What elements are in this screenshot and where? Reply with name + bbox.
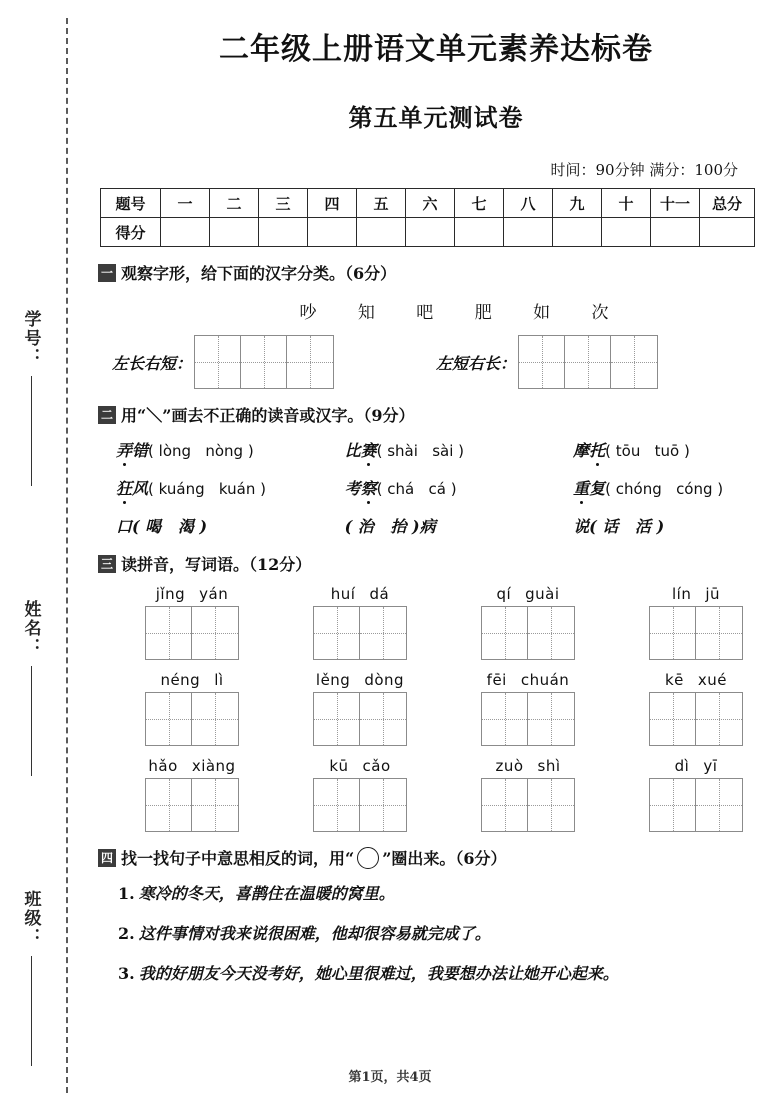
tianzige-cell[interactable]	[696, 693, 742, 745]
choice-suffix-char: 病	[419, 517, 436, 536]
tianzige-cell[interactable]	[528, 693, 574, 745]
choice-option-b[interactable]: tuō	[654, 442, 680, 460]
choice-item-bisai[interactable]: 比赛( shài sài )	[345, 438, 574, 461]
score-input-total[interactable]	[700, 218, 755, 247]
choice-option-b[interactable]: cá	[428, 480, 446, 498]
pinyin-label	[496, 585, 559, 603]
tianzige-cell[interactable]	[650, 779, 696, 831]
pinyin-word-linju	[612, 585, 780, 660]
section-four-title-part1: 找一找句子中意思相反的词，用“	[121, 849, 355, 868]
tianzige-grid-word[interactable]	[313, 606, 407, 660]
pinyin-syllable-1: jǐng	[155, 585, 186, 603]
score-input-9[interactable]	[553, 218, 602, 247]
choice-word-tail: 托	[589, 438, 605, 461]
list-item[interactable]	[118, 881, 780, 904]
choice-option-b[interactable]: 抬	[390, 517, 407, 536]
choice-option-a[interactable]: chá	[387, 480, 415, 498]
choice-option-a[interactable]: kuáng	[158, 480, 205, 498]
pinyin-syllable-2: chuán	[520, 671, 570, 689]
pinyin-syllable-1: dì	[674, 757, 690, 775]
pinyin-word-kexue	[612, 671, 780, 746]
choice-option-a[interactable]: shài	[387, 442, 418, 460]
pinyin-syllable-2: yán	[199, 585, 229, 603]
section-four	[98, 846, 780, 984]
choice-option-a[interactable]: 话	[602, 517, 619, 536]
pinyin-label	[675, 757, 718, 775]
section-one-character-bank	[98, 298, 780, 323]
section-four-title-part2: ”圈出来。（6分）	[382, 849, 507, 868]
tianzige-grid-word[interactable]	[145, 606, 239, 660]
score-input-2[interactable]	[210, 218, 259, 247]
pinyin-label	[160, 671, 223, 689]
tianzige-grid-word[interactable]	[313, 778, 407, 832]
pinyin-row-1	[108, 585, 780, 660]
pinyin-word-feichuan	[444, 671, 612, 746]
choice-option-a[interactable]: 喝	[145, 517, 162, 536]
table-row-scores	[101, 218, 755, 247]
section-one-header	[98, 261, 780, 284]
exam-meta-info: 时间：90分钟 满分：100分	[550, 161, 738, 179]
section-number-badge-4: 四	[98, 849, 116, 867]
choice-word-tail: 察	[361, 476, 377, 499]
choice-prefix-char: 口	[116, 517, 133, 536]
choice-item-kaocha[interactable]: 考察( chá cá )	[345, 476, 574, 499]
score-table-qnum-10: 十	[602, 189, 651, 218]
tianzige-cell[interactable]	[650, 607, 696, 659]
pinyin-word-nengli	[108, 671, 276, 746]
margin-field-class	[0, 890, 62, 1066]
tianzige-cell[interactable]	[482, 607, 528, 659]
tianzige-grid-word[interactable]	[649, 778, 743, 832]
pinyin-syllable-2: dòng	[364, 671, 405, 689]
tianzige-grid-word[interactable]	[481, 778, 575, 832]
choice-item-kuangfeng[interactable]: 狂风( kuáng kuán )	[116, 476, 345, 499]
tianzige-cell[interactable]	[360, 693, 406, 745]
margin-field-class-writeline	[31, 956, 32, 1066]
pinyin-word-kucao	[276, 757, 444, 832]
tianzige-cell[interactable]	[287, 336, 333, 388]
score-table-qnum-6: 六	[406, 189, 455, 218]
pinyin-syllable-2: xué	[697, 671, 728, 689]
pinyin-label	[148, 757, 235, 775]
sentence-number: 3.	[118, 964, 135, 983]
choice-row-3	[116, 514, 780, 537]
section-two	[98, 403, 780, 537]
tianzige-cell[interactable]	[611, 336, 657, 388]
section-two-title: 用“＼”画去不正确的读音或汉字。（9分）	[121, 406, 415, 425]
score-input-4[interactable]	[308, 218, 357, 247]
tianzige-cell[interactable]	[528, 607, 574, 659]
pinyin-syllable-2: shì	[537, 757, 561, 775]
tianzige-cell[interactable]	[314, 693, 360, 745]
sentence-text: 寒冷的冬天，喜鹊住在温暖的窝里。	[138, 884, 395, 903]
choice-option-a[interactable]: 治	[357, 517, 374, 536]
table-row-question-numbers	[101, 189, 755, 218]
classify-group-left-short-right-long	[436, 335, 658, 389]
tianzige-cell[interactable]	[195, 336, 241, 388]
margin-field-class-label: 班级：	[20, 890, 41, 947]
score-table-qnum-2: 二	[210, 189, 259, 218]
pinyin-syllable-2: dá	[369, 585, 390, 603]
section-number-badge-1: 一	[98, 264, 116, 282]
section-three-header	[98, 552, 780, 575]
choice-word-head: 狂	[116, 476, 132, 499]
choice-word-head: 重	[573, 476, 589, 499]
margin-field-student-name	[0, 600, 62, 776]
tianzige-grid-word[interactable]	[481, 606, 575, 660]
choice-option-b[interactable]: sài	[432, 442, 454, 460]
pinyin-word-jingyan	[108, 585, 276, 660]
choice-item-nongcuo[interactable]: 弄错( lòng nòng )	[116, 438, 345, 461]
tianzige-cell[interactable]	[360, 607, 406, 659]
pinyin-label	[672, 585, 720, 603]
tianzige-cell[interactable]	[565, 336, 611, 388]
choice-row-1	[116, 438, 780, 461]
margin-field-student-name-label: 姓名：	[20, 600, 41, 657]
tianzige-cell[interactable]	[650, 693, 696, 745]
score-table-qnum-3: 三	[259, 189, 308, 218]
choice-word-head: 比	[344, 441, 361, 460]
section-three-title: 读拼音，写词语。（12分）	[121, 555, 312, 574]
pinyin-syllable-1: hǎo	[148, 757, 178, 775]
tianzige-cell[interactable]	[192, 607, 238, 659]
pinyin-syllable-2: cǎo	[362, 757, 391, 775]
choice-word-tail: 错	[132, 441, 149, 460]
tianzige-cell[interactable]	[146, 607, 192, 659]
tianzige-grid-word[interactable]	[481, 692, 575, 746]
section-four-sentences	[98, 881, 780, 984]
char-bank-item-2: 知	[357, 303, 375, 323]
choice-word-head: 摩	[573, 441, 590, 460]
sentence-text: 我的好朋友今天没考好，她心里很难过，我要想办法让她开心起来。	[138, 964, 619, 983]
pinyin-word-haoxiang	[108, 757, 276, 832]
tianzige-cell[interactable]	[314, 607, 360, 659]
pinyin-syllable-2: lì	[214, 671, 224, 689]
tianzige-cell[interactable]	[314, 779, 360, 831]
choice-prefix-char: 说	[573, 517, 590, 536]
char-bank-item-1: 吵	[299, 303, 317, 323]
pinyin-syllable-1: qí	[496, 585, 512, 603]
page-footer: 第1页，共4页	[348, 1070, 432, 1085]
score-input-10[interactable]	[602, 218, 651, 247]
tianzige-grid-word[interactable]	[145, 778, 239, 832]
choice-item-chongfu[interactable]: 重复( chóng cóng )	[573, 476, 780, 499]
choice-word-head: 考	[344, 479, 361, 498]
tianzige-grid-word[interactable]	[649, 692, 743, 746]
tianzige-cell[interactable]	[241, 336, 287, 388]
pinyin-syllable-2: jū	[705, 585, 721, 603]
choice-word-tail: 赛	[361, 438, 377, 461]
char-bank-item-4: 肥	[474, 303, 492, 323]
choice-item-motuo[interactable]: 摩托( tōu tuō )	[573, 438, 780, 461]
score-table	[100, 188, 755, 247]
choice-option-a[interactable]: tōu	[615, 442, 641, 460]
score-input-1[interactable]	[161, 218, 210, 247]
tear-off-dashed-line	[66, 18, 68, 1093]
score-table-qnum-4: 四	[308, 189, 357, 218]
pinyin-label	[487, 671, 570, 689]
tianzige-cell[interactable]	[696, 779, 742, 831]
section-three	[98, 552, 780, 832]
pinyin-word-diyi	[612, 757, 780, 832]
pinyin-label	[495, 757, 560, 775]
score-table-qnum-1: 一	[161, 189, 210, 218]
pinyin-word-zuoshi	[444, 757, 612, 832]
score-input-7[interactable]	[455, 218, 504, 247]
tianzige-grid-word[interactable]	[649, 606, 743, 660]
pinyin-label	[665, 671, 727, 689]
score-table-qnum-5: 五	[357, 189, 406, 218]
pinyin-syllable-1: huí	[330, 585, 356, 603]
score-table-wrapper	[100, 188, 742, 247]
exam-sheet	[92, 0, 780, 1103]
pinyin-syllable-1: lín	[671, 585, 692, 603]
section-two-header	[98, 403, 780, 426]
choice-word-tail: 复	[589, 479, 606, 498]
score-table-total-label: 总分	[700, 189, 755, 218]
score-input-11[interactable]	[651, 218, 700, 247]
section-one	[98, 261, 780, 389]
pinyin-label	[329, 757, 390, 775]
pinyin-row-3	[108, 757, 780, 832]
score-table-qnum-9: 九	[553, 189, 602, 218]
pinyin-word-lengdong	[276, 671, 444, 746]
choice-option-a[interactable]: chóng	[615, 480, 662, 498]
pinyin-word-qiguai	[444, 585, 612, 660]
classify-group-left-long-right-short	[112, 335, 334, 389]
margin-field-student-id-writeline	[31, 376, 32, 486]
sentence-number: 2.	[118, 924, 135, 943]
score-table-qnum-7: 七	[455, 189, 504, 218]
page-title: 二年级上册语文单元素养达标卷	[219, 32, 653, 67]
score-input-3[interactable]	[259, 218, 308, 247]
choice-word-head: 弄	[116, 438, 132, 461]
choice-option-b[interactable]: nòng	[205, 442, 244, 460]
choice-word-tail: 风	[132, 479, 149, 498]
tianzige-grid-word[interactable]	[145, 692, 239, 746]
section-number-badge-2: 二	[98, 406, 116, 424]
tianzige-cell[interactable]	[146, 779, 192, 831]
char-bank-item-3: 吧	[416, 303, 434, 323]
choice-option-b[interactable]: kuán	[218, 480, 256, 498]
classify-group-label-1: 左长右短：	[112, 353, 193, 373]
section-two-items	[98, 438, 780, 537]
pinyin-syllable-2: xiàng	[191, 757, 236, 775]
tianzige-cell[interactable]	[528, 779, 574, 831]
classify-group-label-2: 左短右长：	[436, 353, 517, 373]
choice-item-kou-he-ke[interactable]: 口( 喝 渴 )	[116, 517, 208, 536]
page-subtitle: 第五单元测试卷	[348, 103, 524, 132]
section-number-badge-3: 三	[98, 555, 116, 573]
score-input-6[interactable]	[406, 218, 455, 247]
tianzige-grid-group-1[interactable]	[194, 335, 334, 389]
pinyin-syllable-1: zuò	[495, 757, 524, 775]
score-input-5[interactable]	[357, 218, 406, 247]
choice-item-zhi-tai-bing[interactable]: ( 治 抬 )病	[344, 517, 436, 536]
pinyin-syllable-1: kū	[329, 757, 349, 775]
tianzige-cell[interactable]	[519, 336, 565, 388]
choice-option-b[interactable]: cóng	[676, 480, 713, 498]
margin-field-student-id	[0, 310, 62, 486]
score-table-row-label-score: 得分	[101, 218, 161, 247]
pinyin-syllable-1: néng	[160, 671, 201, 689]
score-table-row-label-question: 题号	[101, 189, 161, 218]
pinyin-syllable-1: lěng	[315, 671, 351, 689]
pinyin-syllable-1: fēi	[486, 671, 507, 689]
choice-row-2	[116, 476, 780, 499]
pinyin-word-huida	[276, 585, 444, 660]
section-one-title: 观察字形，给下面的汉字分类。（6分）	[121, 264, 397, 283]
pinyin-syllable-2: yī	[703, 757, 718, 775]
choice-item-shuo-hua-huo[interactable]: 说( 话 活 )	[573, 517, 665, 536]
tianzige-cell[interactable]	[482, 693, 528, 745]
section-four-header	[98, 846, 780, 869]
list-item[interactable]	[118, 961, 780, 984]
tianzige-cell[interactable]	[360, 779, 406, 831]
score-input-8[interactable]	[504, 218, 553, 247]
score-table-qnum-8: 八	[504, 189, 553, 218]
pinyin-syllable-2: guài	[525, 585, 560, 603]
section-three-word-boxes	[98, 585, 780, 832]
sentence-number: 1.	[118, 884, 135, 903]
list-item[interactable]	[118, 921, 780, 944]
margin-field-student-name-writeline	[31, 666, 32, 776]
tianzige-cell[interactable]	[482, 779, 528, 831]
pinyin-row-2	[108, 671, 780, 746]
pinyin-label	[156, 585, 228, 603]
tianzige-grid-group-2[interactable]	[518, 335, 658, 389]
choice-option-b[interactable]: 活	[635, 517, 652, 536]
left-margin-strip	[0, 0, 92, 1103]
margin-field-student-id-label: 学号：	[20, 310, 41, 367]
section-one-answer-area	[98, 335, 780, 389]
pinyin-label	[316, 671, 404, 689]
pinyin-label	[331, 585, 389, 603]
circle-icon	[357, 847, 379, 869]
pinyin-syllable-1: kē	[664, 671, 684, 689]
choice-option-b[interactable]: 渴	[177, 517, 194, 536]
score-table-qnum-11: 十一	[651, 189, 700, 218]
tianzige-cell[interactable]	[192, 779, 238, 831]
tianzige-cell[interactable]	[696, 607, 742, 659]
tianzige-cell[interactable]	[146, 693, 192, 745]
char-bank-item-5: 如	[533, 303, 551, 323]
sentence-text: 这件事情对我来说很困难，他却很容易就完成了。	[138, 924, 491, 943]
tianzige-grid-word[interactable]	[313, 692, 407, 746]
choice-option-a[interactable]: lòng	[158, 442, 192, 460]
tianzige-cell[interactable]	[192, 693, 238, 745]
char-bank-item-6: 次	[591, 303, 609, 323]
